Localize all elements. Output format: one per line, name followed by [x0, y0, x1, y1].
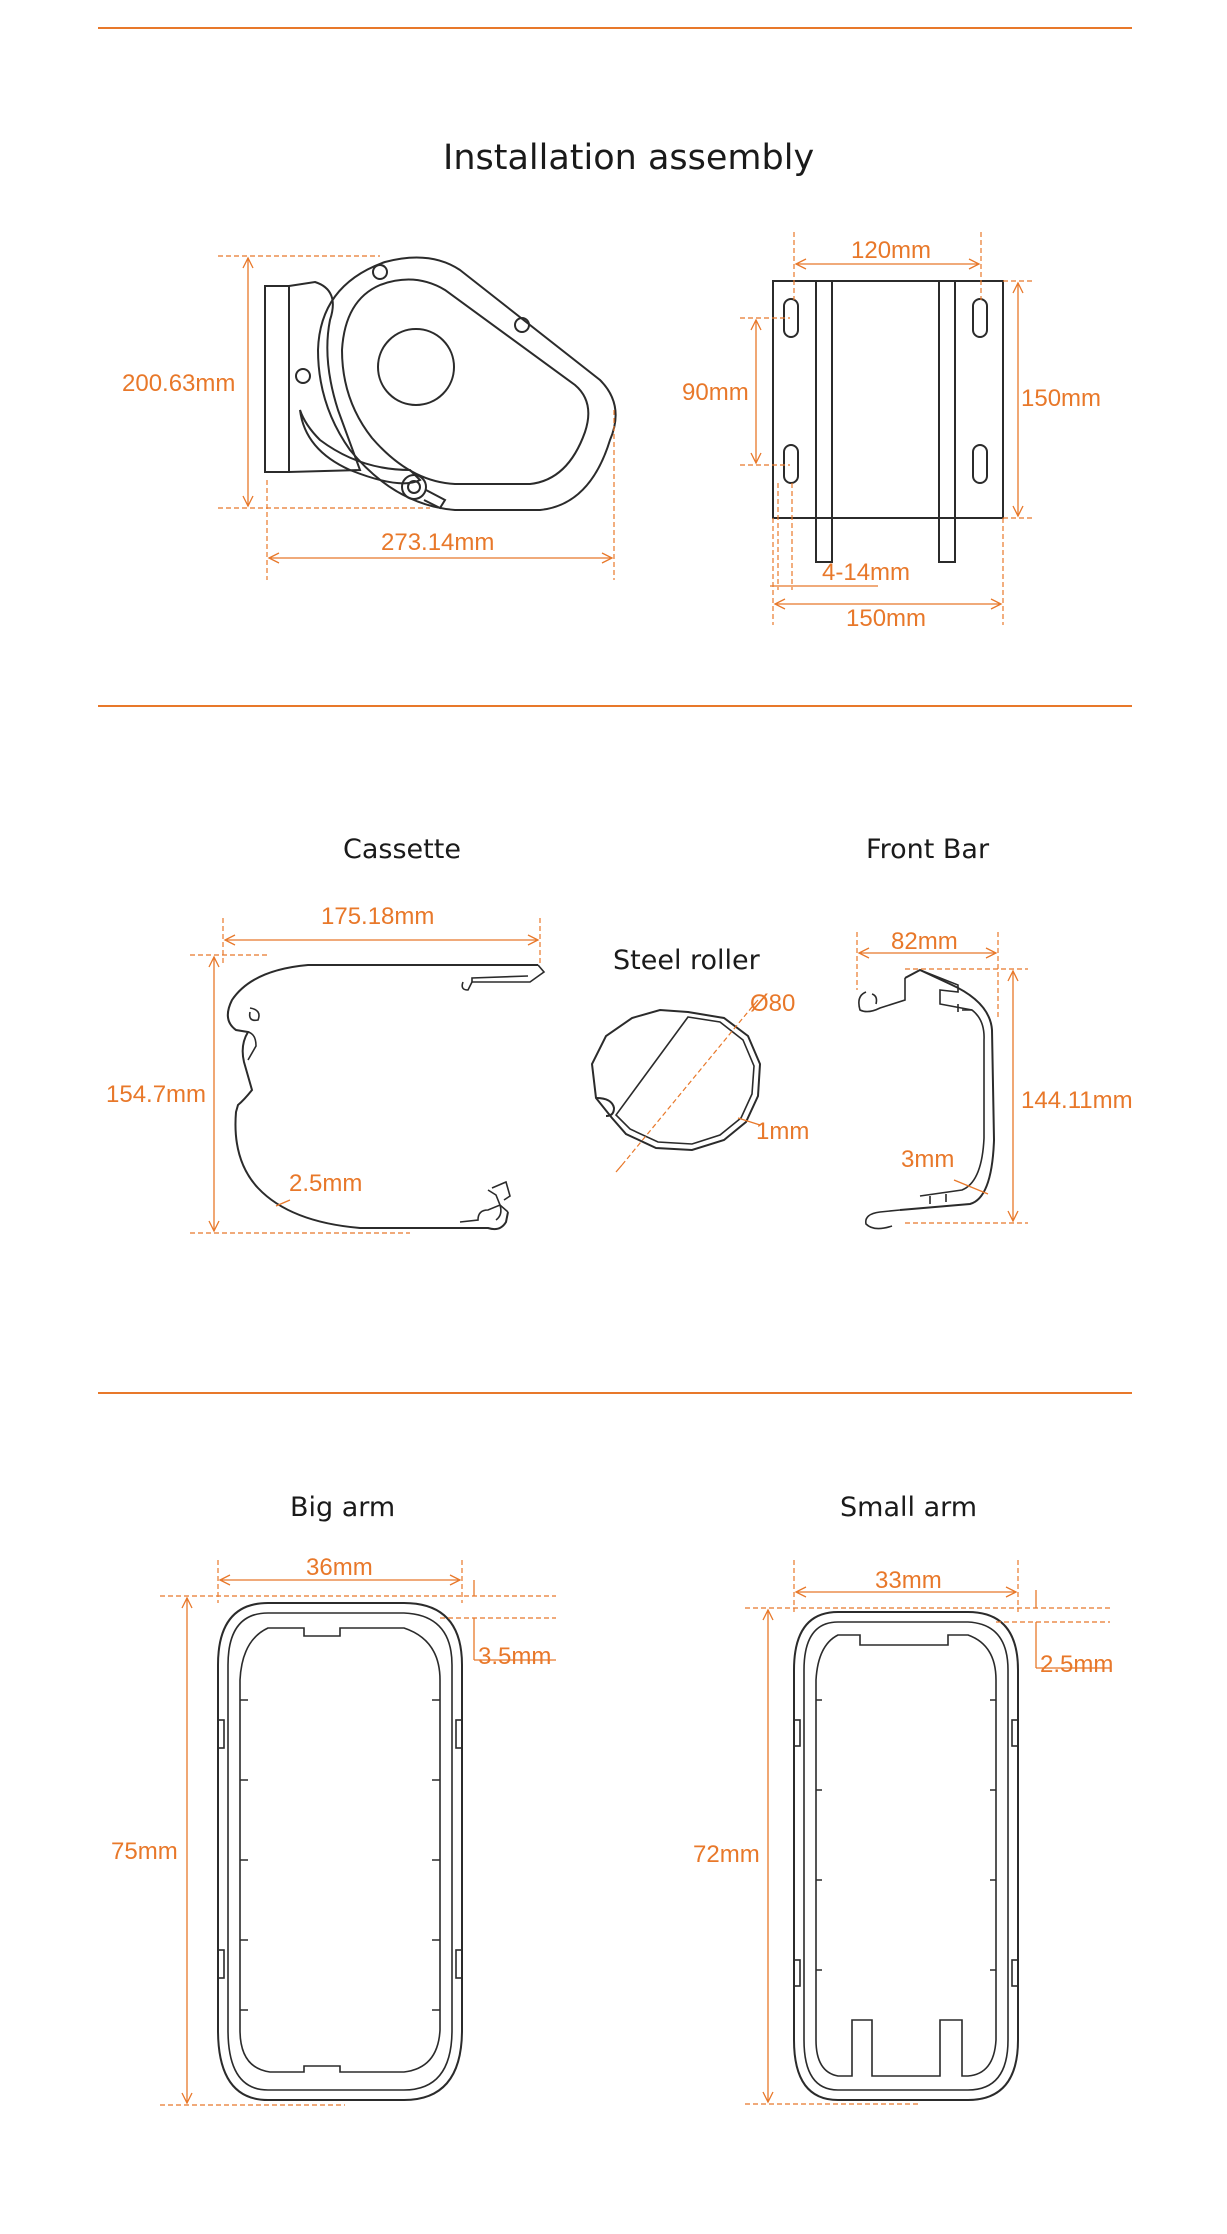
plate-height-label: 150mm: [1021, 385, 1102, 412]
cassette-height-label: 154.7mm: [106, 1081, 207, 1108]
plate-top-width-label: 120mm: [851, 237, 932, 264]
bracket-width-label: 273.14mm: [381, 529, 495, 556]
small-arm-dimension-lines: [745, 1560, 1110, 2104]
small-arm-thickness-label: 2.5mm: [1040, 1651, 1114, 1678]
front-bar-height-label: 144.11mm: [1021, 1087, 1133, 1114]
plate-width-label: 150mm: [846, 605, 927, 632]
big-arm-drawing: [218, 1603, 462, 2100]
big-arm-height-label: 75mm: [111, 1838, 178, 1865]
cassette-title: Cassette: [343, 834, 461, 865]
roller-thickness-label: 1mm: [756, 1118, 810, 1145]
big-arm-title: Big arm: [290, 1492, 396, 1523]
small-arm-width-label: 33mm: [875, 1567, 942, 1594]
front-bar-title: Front Bar: [866, 834, 990, 865]
plate-holes-label: 4-14mm: [822, 559, 911, 586]
steel-roller-title: Steel roller: [613, 945, 760, 976]
roller-diameter-label: Ø80: [750, 990, 796, 1017]
section-title-installation: Installation assembly: [443, 138, 815, 178]
small-arm-drawing: [794, 1612, 1018, 2100]
plate-hole-spacing-label: 90mm: [682, 379, 749, 406]
big-arm-thickness-label: 3.5mm: [478, 1643, 552, 1670]
small-arm-title: Small arm: [840, 1492, 978, 1523]
front-bar-width-label: 82mm: [891, 928, 958, 955]
bracket-height-label: 200.63mm: [122, 370, 236, 397]
cassette-thickness-label: 2.5mm: [289, 1170, 363, 1197]
small-arm-height-label: 72mm: [693, 1841, 760, 1868]
cassette-width-label: 175.18mm: [321, 903, 435, 930]
front-bar-thickness-label: 3mm: [901, 1146, 955, 1173]
big-arm-width-label: 36mm: [306, 1554, 373, 1581]
